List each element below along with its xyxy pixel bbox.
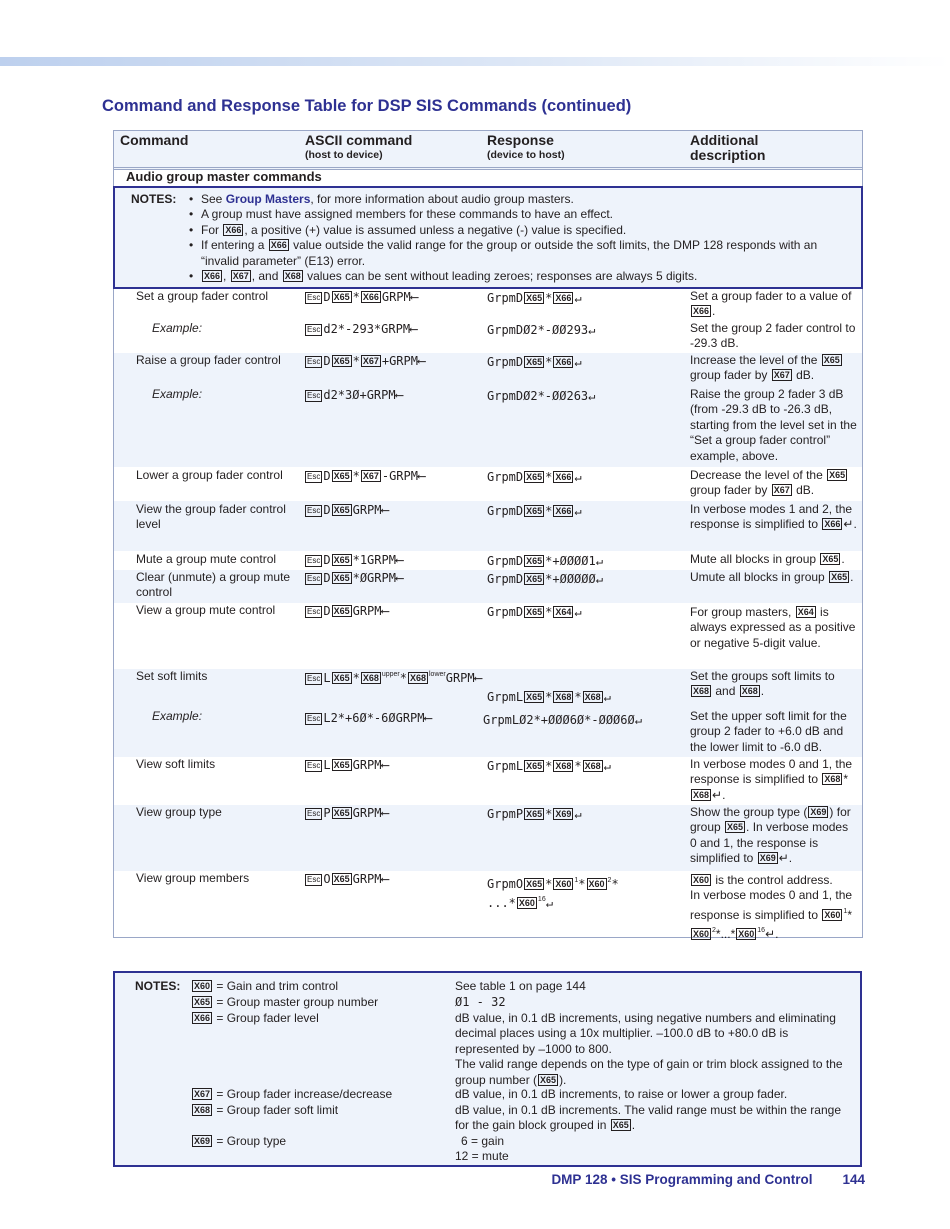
table-row: View group members Esc O X65 GRPM⟵ GrpmO X65 * X60 $^1$* X60 $^2$* ...* X60 $^{16}$↵ X60 is the control address. In verbose modes 0 and 1, the response is simplified to X60 $^1$*X60 $^2$*...* X60 $^{16}$↵.: [136, 871, 853, 942]
table-row: View soft limits Esc L X65 GRPM⟵ GrpmL X65 * X68 * X68 ↵ In verbose modes 0 and 1, the response is simplified to X68 *X68 ↵.: [136, 757, 853, 802]
table-row: Lower a group fader control Esc D X65 * X67 -GRPM⟵ GrpmD X65 * X66 ↵ Decrease the level of the X65 group fader by X67 dB.: [136, 468, 846, 498]
variable-desc: dB value, in 0.1 dB increments, to raise or lower a group fader.: [455, 1087, 788, 1101]
note-item: • See Group Masters, for more information about audio group masters.: [189, 192, 849, 207]
section-title: Audio group master commands: [126, 169, 322, 184]
variable-name: X65 = Group master group number: [194, 995, 379, 1009]
table-row: Esc L2*+6Ø*-6ØGRPM⟵ GrpmLØ2*+ØØØ6Ø*-ØØØ6Ø↵ Set the upper soft limit for the group 2 fader to +6.0 dB and the lower limit to -6.0 dB.: [307, 709, 847, 754]
page-number: 144: [842, 1172, 865, 1187]
page-title: Command and Response Table for DSP SIS Commands (continued): [102, 97, 632, 115]
note-item: • A group must have assigned members for these commands to have an effect.: [189, 207, 849, 222]
table-row: Mute a group mute control Esc D X65 *1GRPM⟵ GrpmD X65 *+ØØØØ1↵ Mute all blocks in group X65 .: [136, 552, 845, 568]
notes-box: [113, 186, 863, 289]
table-row: Raise a group fader control Esc D X65 * X67 +GRPM⟵ GrpmD X65 * X66 ↵ Increase the level of the X65 group fader by X67 dB. Example: Esc d2*3Ø+GRPM⟵ GrpmDØ2*-ØØ263↵ Raise the group 2 fader 3 dB (from -29.3 dB to -26.3 dB, starting from the level set in the “Set a group fader control” example, above.: [114, 353, 862, 467]
variable-desc: See table 1 on page 144: [455, 979, 586, 993]
variables-notes-box: [113, 971, 862, 1167]
table-row: View a group mute control Esc D X65 GRPM⟵ GrpmD X65 * X64 ↵ For group masters, X64 is always expressed as a positive or negative 5-digit value.: [136, 603, 856, 650]
table-row: Set a group fader control Esc D X65 * X66 GRPM⟵ GrpmD X65 * X66 ↵ Set a group fader to a value of X66 . Example: Esc d2*-293*GRPM⟵ GrpmDØ2*-ØØ293↵ Set the group 2 fader control to -29.3 dB.: [136, 289, 856, 351]
note-item: • For X66 , a positive (+) value is assumed unless a negative (-) value is specified.: [189, 223, 849, 238]
page-footer: DMP 128 • SIS Programming and Control 144: [551, 1172, 865, 1187]
variable-name: X60 = Gain and trim control: [194, 979, 339, 993]
variable-name: X69 = Group type: [194, 1134, 287, 1148]
table-row: Set soft limits Esc L X65 * X68 $^{upper}$* X68 $^{lower}$GRPM⟵ GrpmL X65 * X68 * X68 ↵ Set the groups soft limits to X68 and X68 . Example:: [114, 669, 862, 757]
table-row: View the group fader control level Esc D X65 GRPM⟵ GrpmD X65 * X66 ↵ In verbose modes 1 and 2, the response is simplified to X66 ↵.: [114, 501, 862, 551]
top-gradient-bar: [0, 57, 950, 66]
variable-desc: Ø1 - 32: [455, 995, 506, 1009]
variable-name: X67 = Group fader increase/decrease: [194, 1087, 393, 1101]
variable-name: X66 = Group fader level: [194, 1011, 319, 1025]
note-item: • If entering a X66 value outside the valid range for the group or outside the soft limits, the DMP 128 responds with an “invalid parameter” (E13) error.: [189, 238, 849, 269]
notes-list: [189, 192, 849, 284]
command-table: [113, 130, 863, 942]
header-response: Response (device to host): [487, 132, 565, 161]
header-ascii: ASCII command (host to device): [305, 132, 413, 161]
notes-label: NOTES:: [135, 979, 181, 993]
note-item: • X66 , X67 , and X68 values can be sent without leading zeroes; responses are always 5 digits.: [189, 269, 849, 284]
table-header: [114, 131, 862, 170]
variable-desc: dB value, in 0.1 dB increments. The valid range must be within the range for the gain block grouped in X65 .: [455, 1103, 841, 1133]
group-masters-link[interactable]: Group Masters: [225, 192, 311, 206]
notes-label: NOTES:: [131, 192, 177, 206]
table-row: Clear (unmute) a group mute control Esc D X65 *ØGRPM⟵ GrpmD X65 *+ØØØØØ↵ Umute all blocks in group X65 .: [114, 570, 862, 603]
table-row: View group type Esc P X65 GRPM⟵ GrpmP X65 * X69 ↵ Show the group type ( X69 ) for group X65 . In verbose modes 0 and 1, the response is simplified to X69 ↵.: [114, 805, 862, 871]
variable-name: X68 = Group fader soft limit: [194, 1103, 339, 1117]
variable-desc: 6 = gain 12 = mute: [455, 1134, 509, 1164]
header-additional: Additional description: [690, 132, 766, 163]
header-command: Command: [120, 132, 189, 148]
variable-desc: dB value, in 0.1 dB increments, using negative numbers and eliminating decimal places using a 10x multiplier. –100.0 dB to +80.0 dB is represented by –1000 to 800. The valid range depends on the type of gain or trim block assigned to the group number ( X65 ).: [455, 1011, 843, 1087]
